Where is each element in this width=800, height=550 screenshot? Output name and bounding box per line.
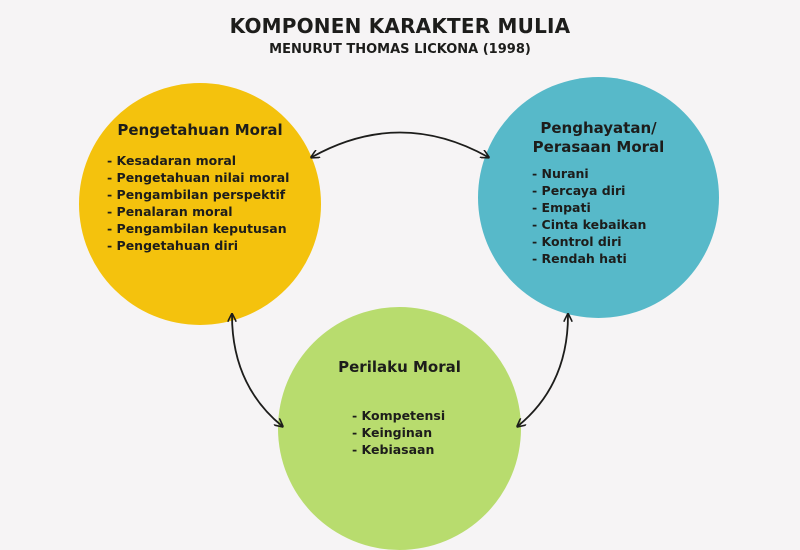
list-item: - Pengambilan perspektif [107,186,289,203]
moral-feeling-heading [478,119,719,157]
arrow-knowledge-action [232,315,282,426]
arrow-feeling-action [518,315,568,426]
list-item: - Kebiasaan [352,441,445,458]
list-item: - Empati [532,199,646,216]
diagram-subtitle: MENURUT THOMAS LICKONA (1998) [269,42,531,57]
list-item: - Percaya diri [532,182,646,199]
list-item: - Penalaran moral [107,203,289,220]
list-item: - Pengetahuan nilai moral [107,169,289,186]
arrow-knowledge-feeling [312,133,488,158]
moral-feeling-list [532,165,646,267]
list-item: - Kontrol diri [532,233,646,250]
diagram-title: KOMPONEN KARAKTER MULIA [229,14,571,38]
list-item: - Pengambilan keputusan [107,220,289,237]
moral-knowledge-heading: Pengetahuan Moral [117,121,283,139]
moral-knowledge-list [107,152,289,254]
list-item: - Kompetensi [352,407,445,424]
list-item: - Nurani [532,165,646,182]
moral-feeling-heading-line2: Perasaan Moral [532,138,665,156]
moral-action-heading: Perilaku Moral [338,358,461,376]
list-item: - Cinta kebaikan [532,216,646,233]
list-item: - Pengetahuan diri [107,237,289,254]
moral-feeling-heading-line1: Penghayatan/ [540,119,657,137]
list-item: - Keinginan [352,424,445,441]
list-item: - Rendah hati [532,250,646,267]
moral-action-list [352,407,445,458]
list-item: - Kesadaran moral [107,152,289,169]
